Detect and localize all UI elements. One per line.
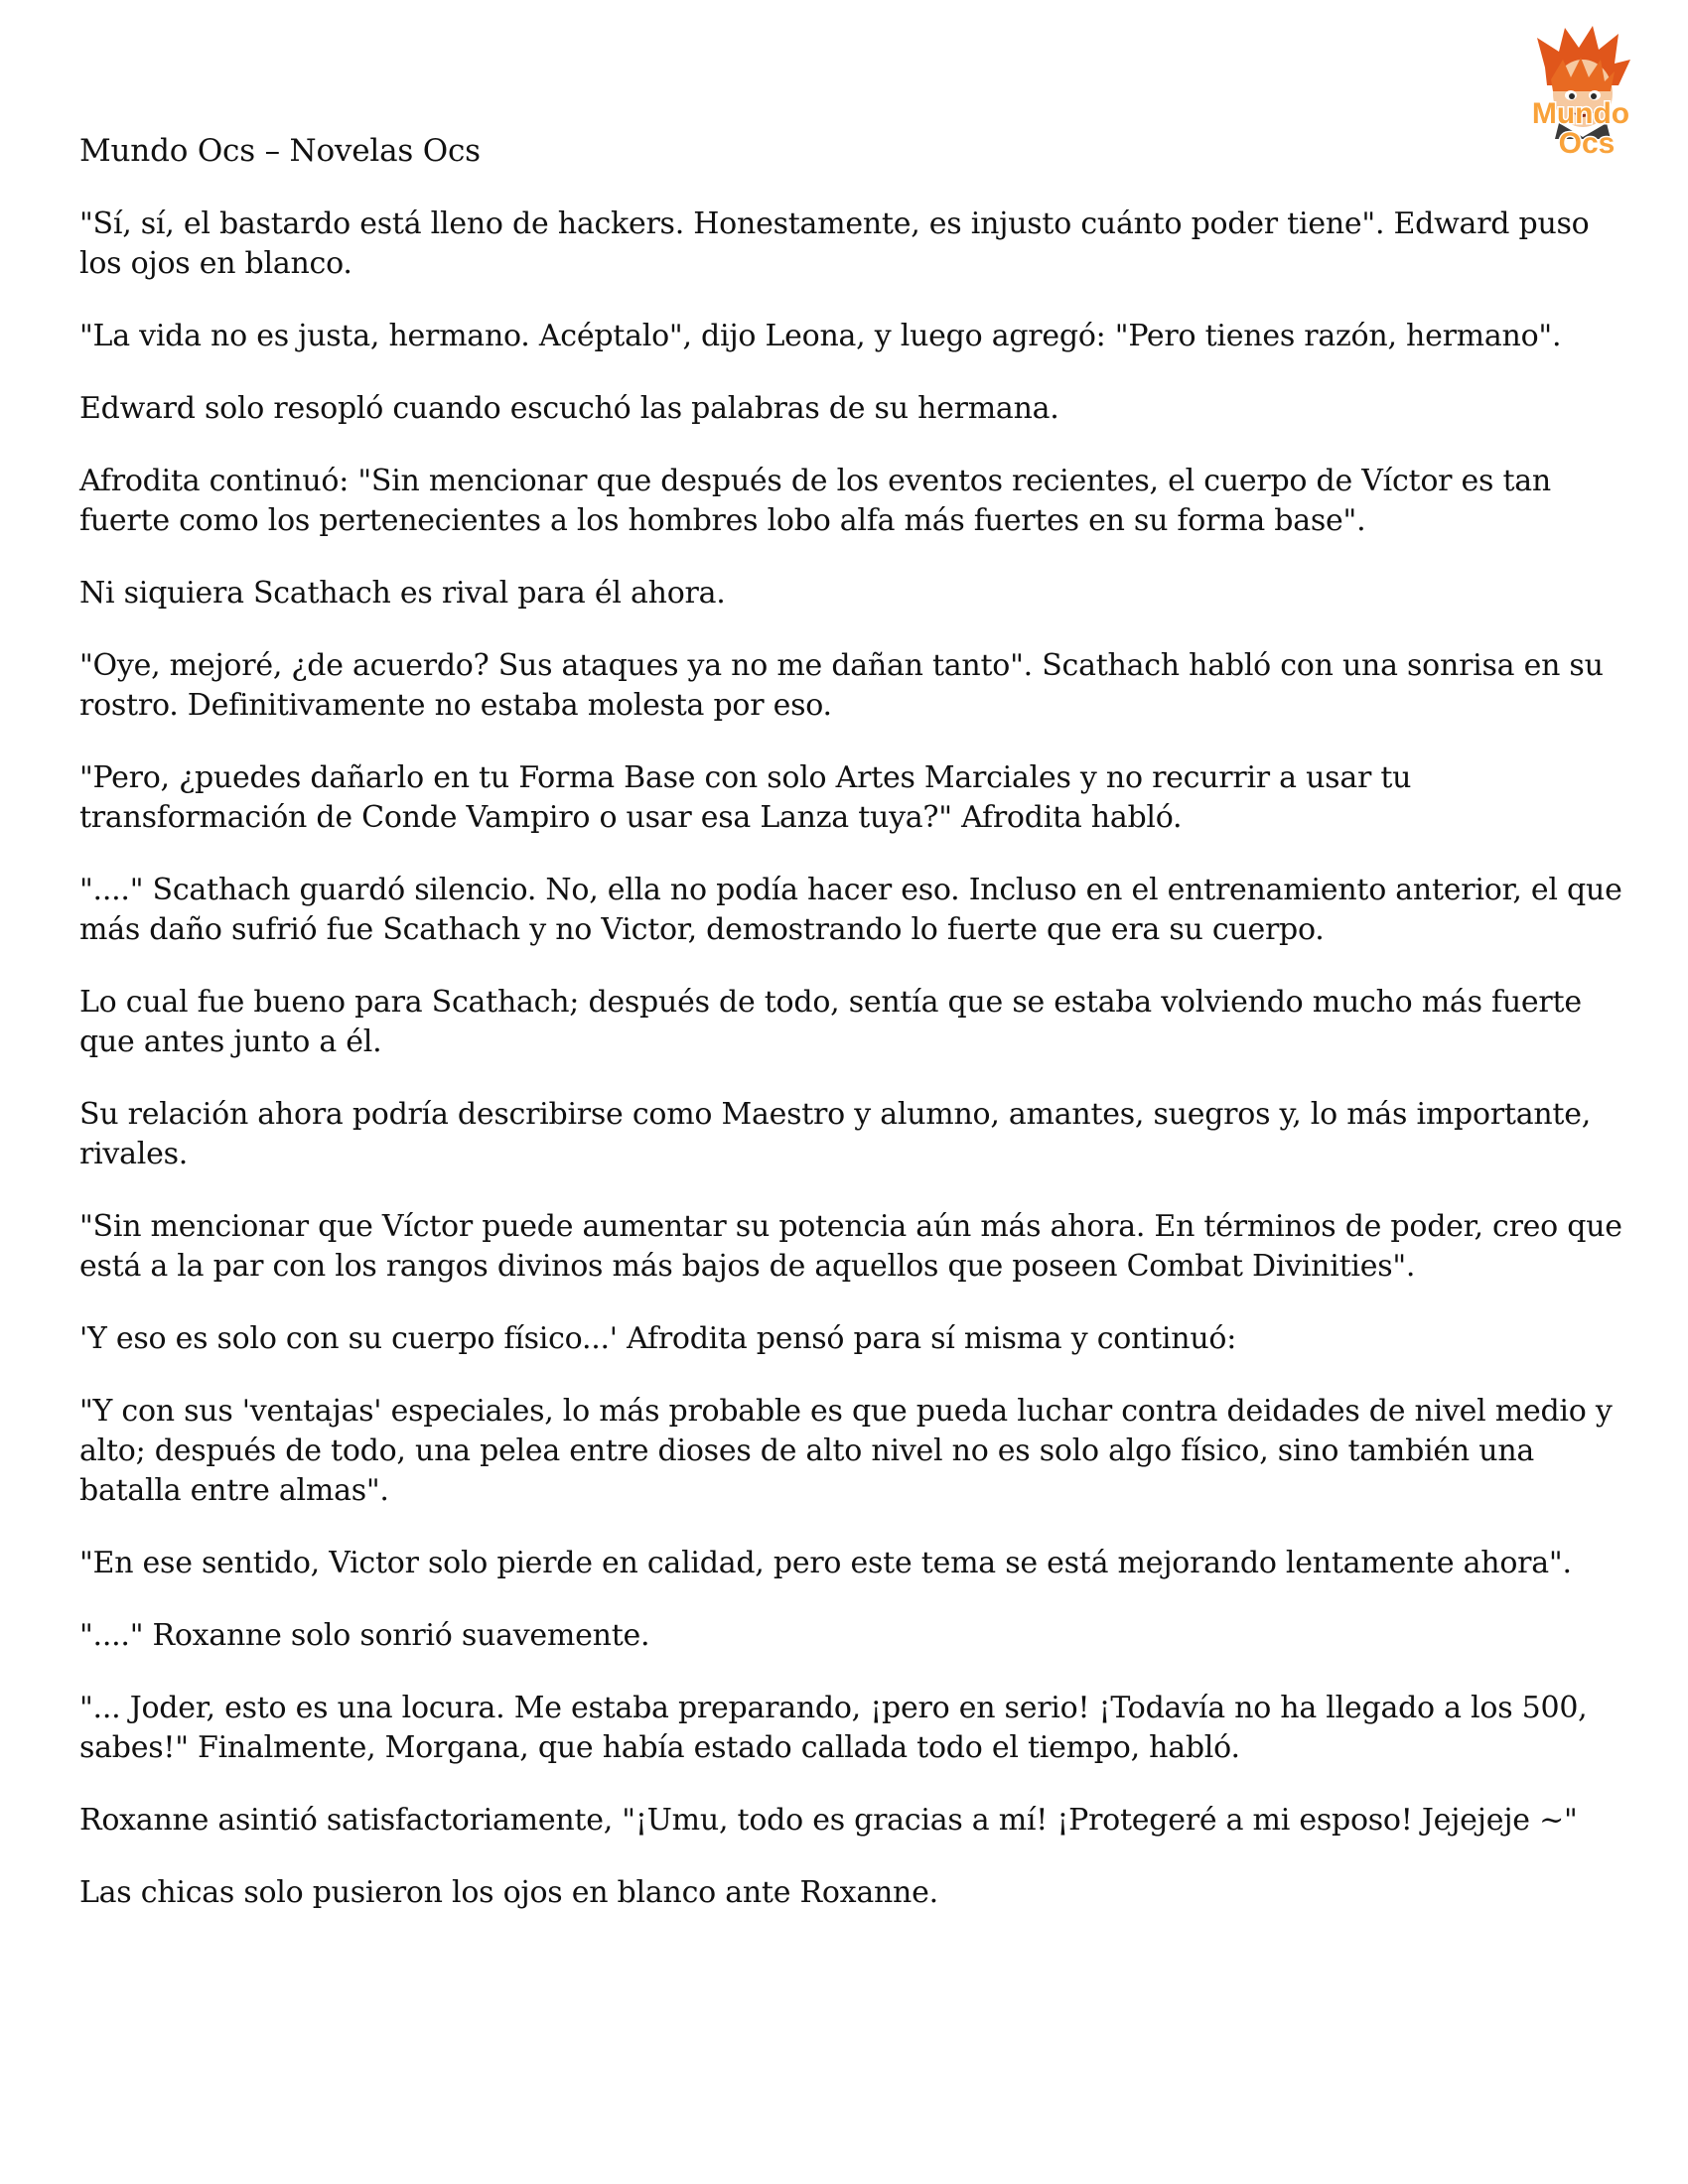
paragraph: Edward solo resopló cuando escuchó las palabras de su hermana.: [79, 391, 1059, 426]
paragraph: "... Joder, esto es una locura. Me estaba preparando, ¡pero en serio! ¡Todavía no ha llegado a los 500, sabes!" Finalmente, Morgana, que había estado callada todo el tiempo, habló.: [79, 1691, 1588, 1765]
paragraph: "La vida no es justa, hermano. Acéptalo", dijo Leona, y luego agregó: "Pero tienes razón, hermano".: [79, 319, 1562, 353]
paragraph: Roxanne asintió satisfactoriamente, "¡Umu, todo es gracias a mí! ¡Protegeré a mi esposo! Jejejeje ~": [79, 1803, 1578, 1838]
paragraph: "...." Roxanne solo sonrió suavemente.: [79, 1618, 650, 1653]
paragraph: "Oye, mejoré, ¿de acuerdo? Sus ataques ya no me dañan tanto". Scathach habló con una sonrisa en su rostro. Definitivamente no estaba molesta por eso.: [79, 648, 1604, 723]
mundo-ocs-logo: [1507, 20, 1656, 169]
paragraph: 'Y eso es solo con su cuerpo físico...' Afrodita pensó para sí misma y continuó:: [79, 1321, 1237, 1356]
page-header-title: Mundo Ocs – Novelas Ocs: [79, 133, 481, 169]
paragraph: Su relación ahora podría describirse como Maestro y alumno, amantes, suegros y, lo más importante, rivales.: [79, 1097, 1591, 1171]
paragraph: "En ese sentido, Victor solo pierde en calidad, pero este tema se está mejorando lentamente ahora".: [79, 1546, 1572, 1580]
paragraph: "Y con sus 'ventajas' especiales, lo más probable es que pueda luchar contra deidades de nivel medio y alto; después de todo, una pelea entre dioses de alto nivel no es solo algo físico, sino también una batalla entre almas".: [79, 1394, 1613, 1508]
paragraph: Afrodita continuó: "Sin mencionar que después de los eventos recientes, el cuerpo de Víctor es tan fuerte como los pertenecientes a los hombres lobo alfa más fuertes en su forma base".: [79, 464, 1552, 538]
paragraph: Lo cual fue bueno para Scathach; después de todo, sentía que se estaba volviendo mucho más fuerte que antes junto a él.: [79, 985, 1582, 1059]
paragraph: "Pero, ¿puedes dañarlo en tu Forma Base con solo Artes Marciales y no recurrir a usar tu transformación de Conde Vampiro o usar esa Lanza tuya?" Afrodita habló.: [79, 760, 1412, 835]
paragraph: "Sin mencionar que Víctor puede aumentar su potencia aún más ahora. En términos de poder, creo que está a la par con los rangos divinos más bajos de aquellos que poseen Combat Divinities".: [79, 1209, 1622, 1284]
paragraph: Ni siquiera Scathach es rival para él ahora.: [79, 576, 726, 611]
paragraph: "...." Scathach guardó silencio. No, ella no podía hacer eso. Incluso en el entrenamiento anterior, el que más daño sufrió fue Scathach y no Victor, demostrando lo fuerte que era su cuerpo.: [79, 873, 1622, 947]
chapter-body: [79, 205, 1628, 1946]
logo-text-bottom: Ocs: [1558, 127, 1616, 160]
logo-text-top: Mundo: [1531, 97, 1630, 130]
paragraph: Las chicas solo pusieron los ojos en blanco ante Roxanne.: [79, 1875, 938, 1910]
logo-wordmark: [1507, 20, 1656, 169]
paragraph: "Sí, sí, el bastardo está lleno de hackers. Honestamente, es injusto cuánto poder tiene". Edward puso los ojos en blanco.: [79, 206, 1590, 281]
